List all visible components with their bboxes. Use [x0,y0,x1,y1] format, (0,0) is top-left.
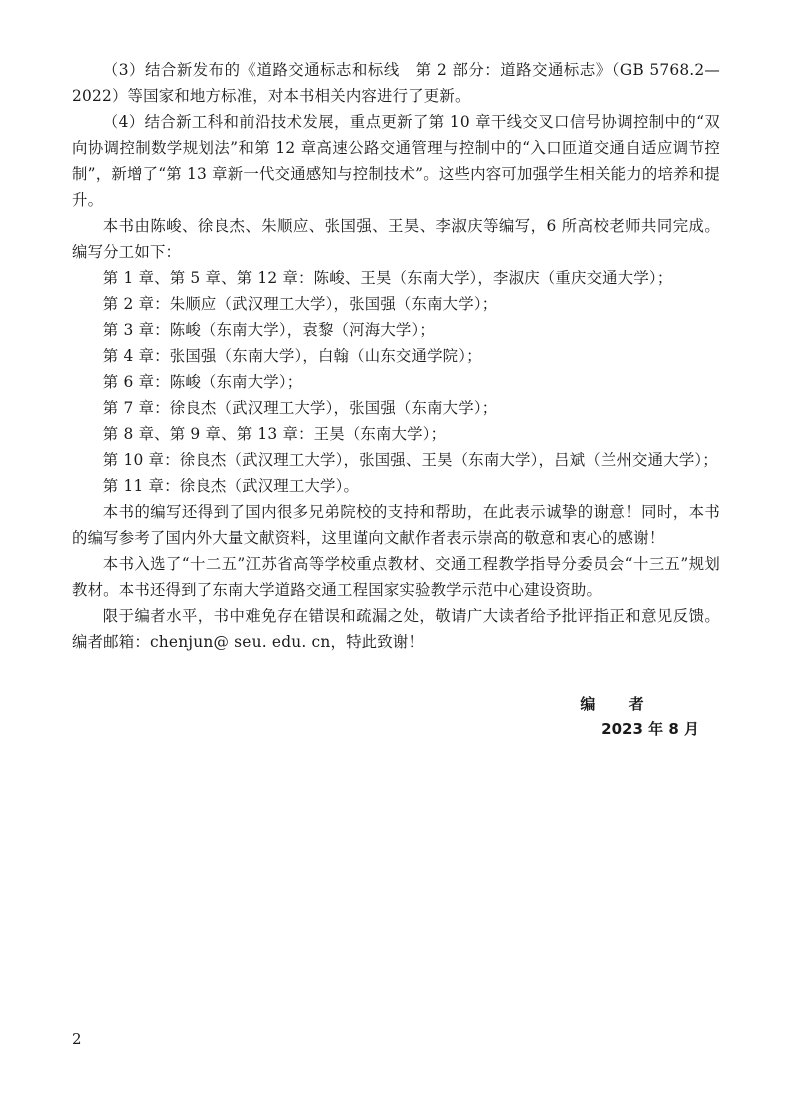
chapter-assignment-item: 第 4 章：张国强（东南大学），白翰（山东交通学院）； [102,347,482,365]
signature-author: 编 者 [580,695,658,713]
chapter-assignment-item: 第 11 章：徐良杰（武汉理工大学）。 [102,477,360,495]
chapter-assignment-item: 第 6 章：陈峻（东南大学）； [102,373,303,391]
paragraph-standards-update: （3）结合新发布的《道路交通标志和标线 第 2 部分：道路交通标志》（GB 5768.2—2022）等国家和地方标准，对本书相关内容进行了更新。 [72,61,720,105]
chapter-assignment-item: 第 1 章、第 5 章、第 12 章：陈峻、王昊（东南大学），李淑庆（重庆交通大学）； [102,269,673,287]
paragraph-acknowledgement: 本书的编写还得到了国内很多兄弟院校的支持和帮助，在此表示诚挚的谢意！同时，本书的编写参考了国内外大量文献资料，这里谨向文献作者表示崇高的敬意和衷心的感谢！ [72,503,720,547]
chapter-assignment-item: 第 10 章：徐良杰（武汉理工大学），张国强、王昊（东南大学），吕斌（兰州交通大学）； [102,451,718,469]
chapter-assignment-item: 第 7 章：徐良杰（武汉理工大学），张国强（东南大学）； [102,399,498,417]
chapter-assignment-item: 第 8 章、第 9 章、第 13 章：王昊（东南大学）； [102,425,447,443]
preface-body [72,57,720,655]
paragraph-feedback: 限于编者水平，书中难免存在错误和疏漏之处，敬请广大读者给予批评指正和意见反馈。编者邮箱：chenjun@ seu. edu. cn，特此致谢！ [72,607,720,651]
chapter-assignment-list [72,265,720,499]
page-number: 2 [72,1030,82,1048]
paragraph-content-update: （4）结合新工科和前沿技术发展，重点更新了第 10 章干线交叉口信号协调控制中的“双向协调控制数学规划法”和第 12 章高速公路交通管理与控制中的“入口匝道交通自适应调节控制”，新增了“第 13 章新一代交通感知与控制技术”。这些内容可加强学生相关能力的培养和提升。 [72,113,720,209]
paragraph-authors: 本书由陈峻、徐良杰、朱顺应、张国强、王昊、李淑庆等编写，6 所高校老师共同完成。编写分工如下： [72,217,720,261]
paragraph-funding: 本书入选了“十二五”江苏省高等学校重点教材、交通工程教学指导分委员会“十三五”规划教材。本书还得到了东南大学道路交通工程国家实验教学示范中心建设资助。 [72,555,720,599]
chapter-assignment-item: 第 2 章：朱顺应（武汉理工大学），张国强（东南大学）； [102,295,498,313]
chapter-assignment-item: 第 3 章：陈峻（东南大学），袁黎（河海大学）； [102,321,435,339]
signature-date: 2023 年 8 月 [601,720,699,738]
